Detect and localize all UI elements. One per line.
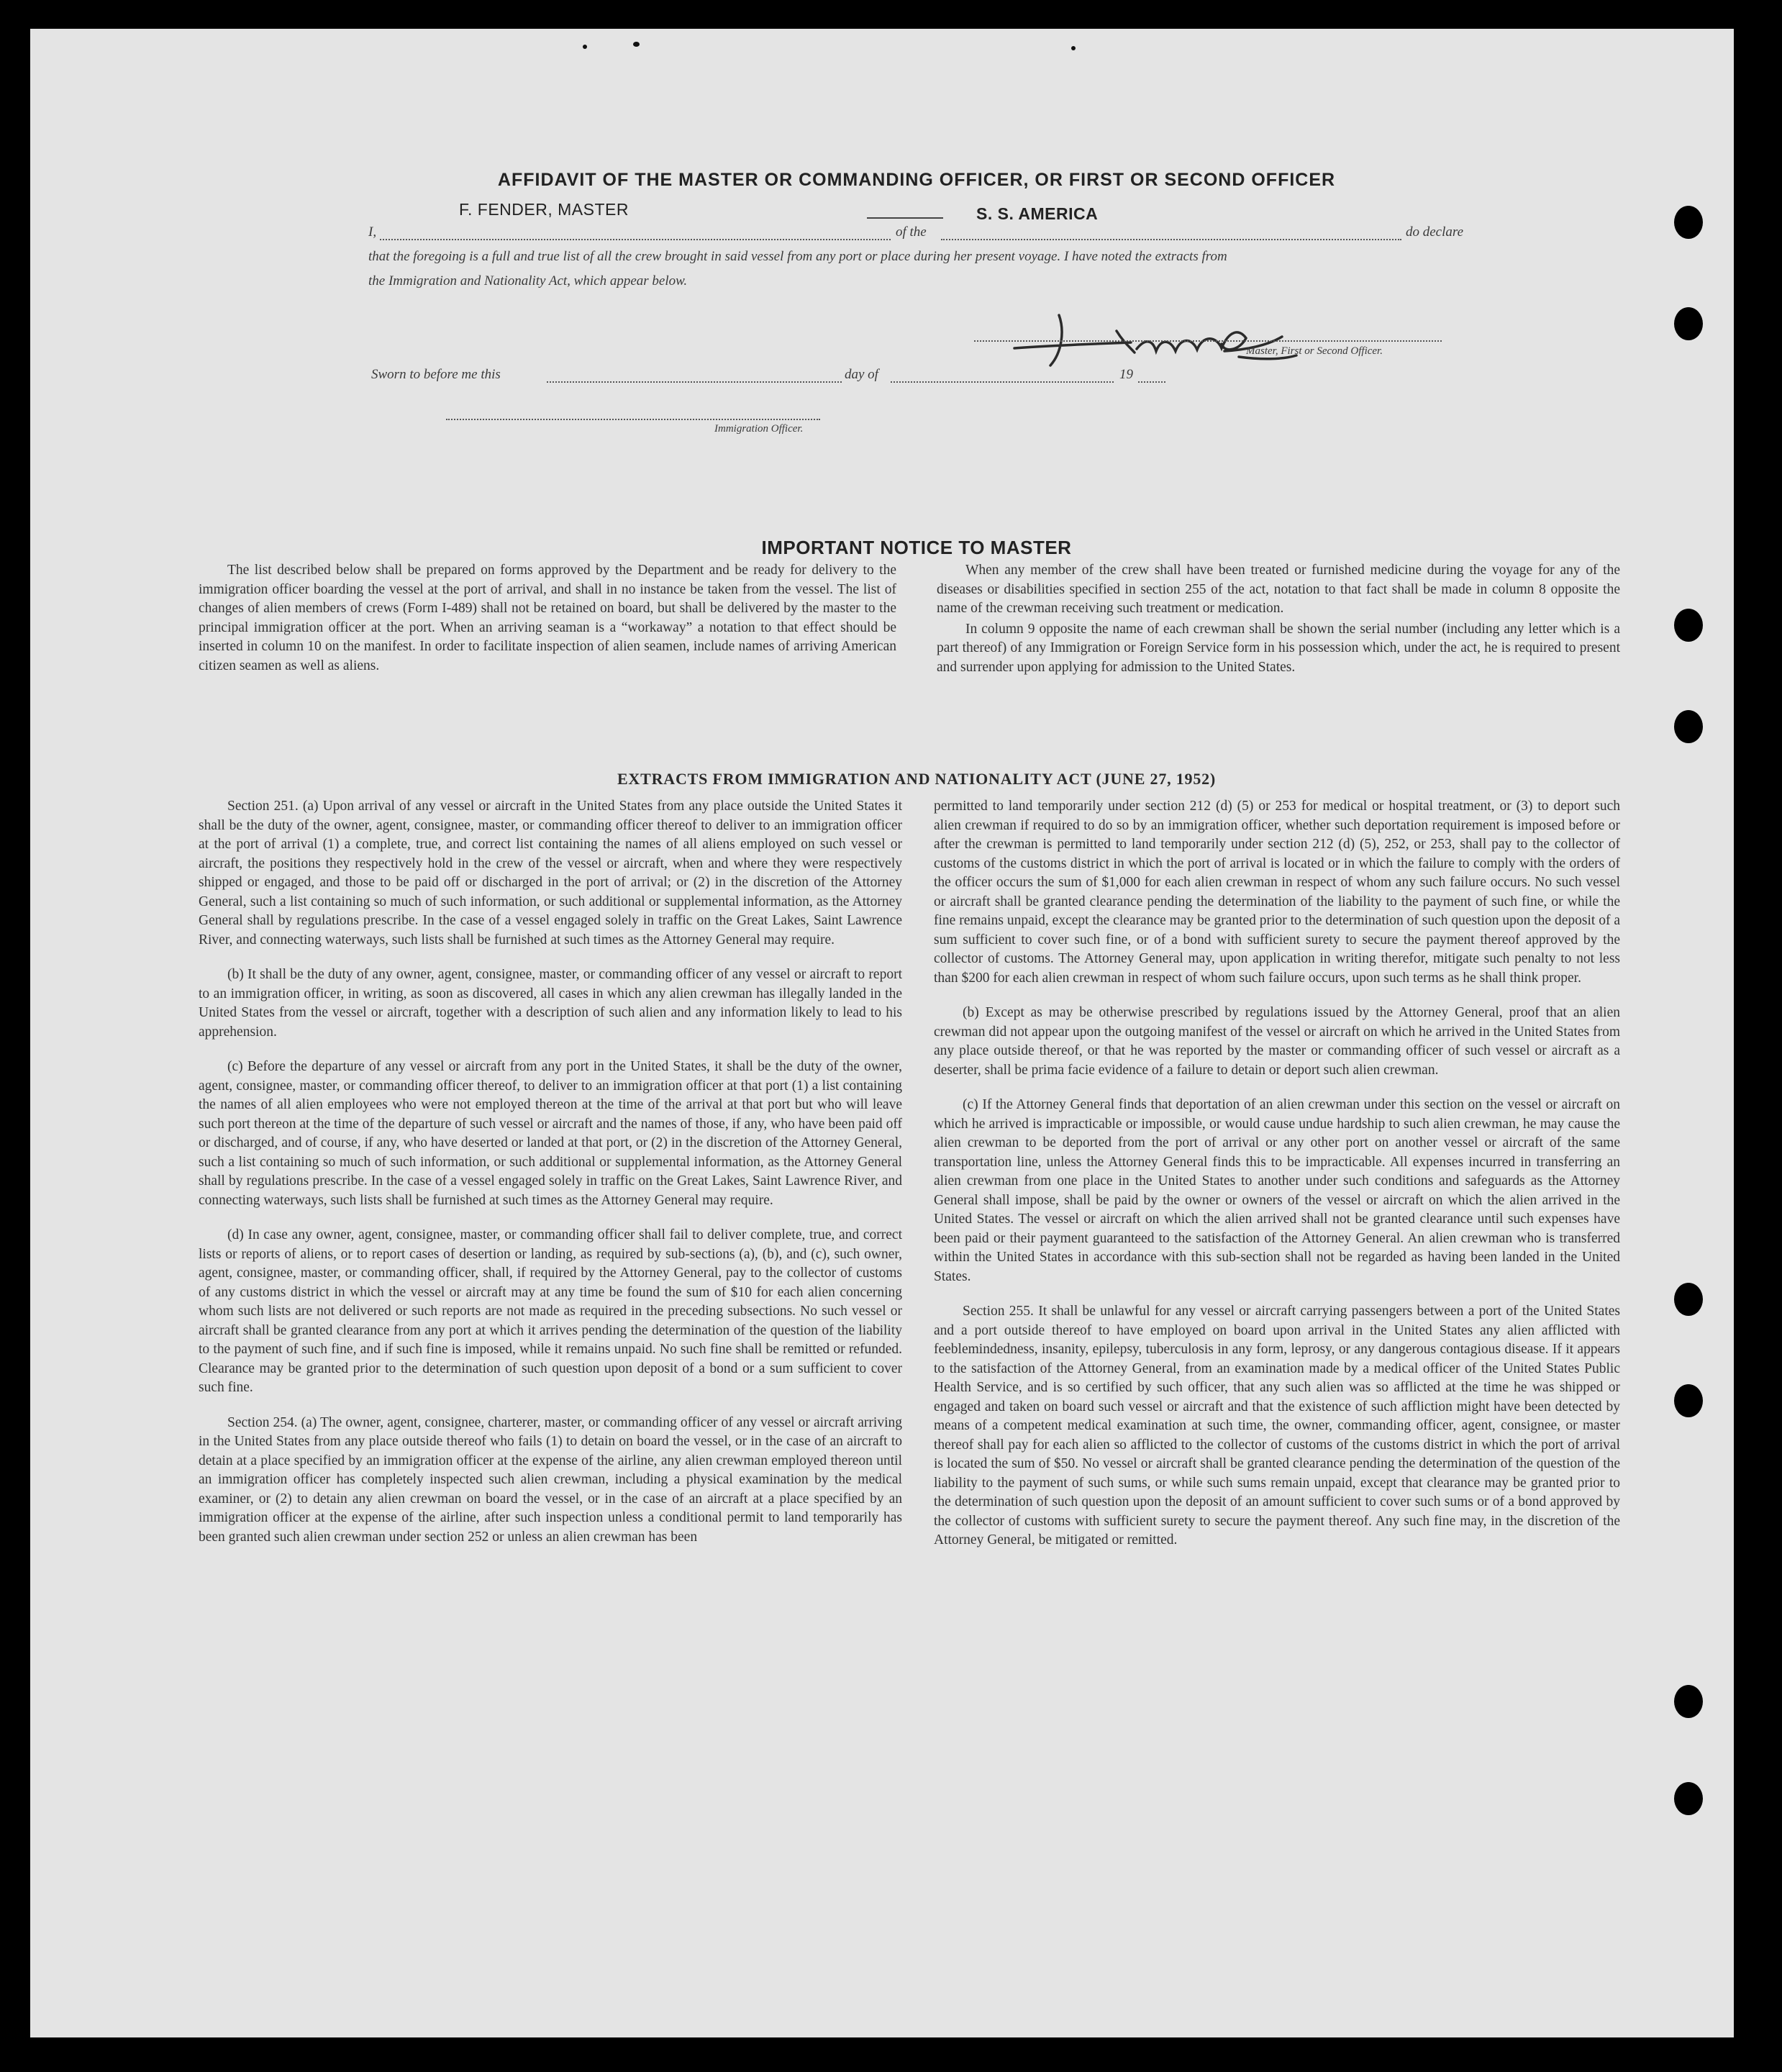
section-254-a-cont: permitted to land temporarily under section 212 (d) (5) or 253 for medical or hospital treatment, or (3) to deport such alien crewman if required to do so by an immigration officer, whether such deportation requirement is imposed before or after the crewman is permitted to land temporarily under section 212 (d) (5), 252, or 253, shall pay to the collector of customs of the customs district in which the port of arrival is located or in which the failure to comply with the orders of the officer occurs the sum of $1,000 for each alien crewman in respect of whom any such failure occurs. No such vessel or aircraft shall be granted clearance pending the determination of the liability to the payment of such fine, or while the fine remains unpaid, except the clearance may be granted prior to the determination of such question upon the deposit of a sum sufficient to cover such fine, or of a bond with sufficient surety to secure the payment thereof approved by the collector of customs. The Attorney General may, upon application in writing therefor, mitigate such penalty to not less than $200 for each alien crewman in respect of whom such failure occurs, upon such terms as he shall think proper. — [934, 799, 1620, 986]
year-prefix: 19 — [1119, 367, 1133, 382]
master-name-value: F. FENDER, MASTER — [459, 200, 629, 219]
officer-caption: Immigration Officer. — [714, 423, 804, 435]
scan-speck — [583, 45, 587, 49]
document-page — [30, 29, 1734, 2037]
extracts-right-column — [934, 797, 1620, 1566]
do-declare-label: do declare — [1406, 224, 1464, 240]
punch-hole — [1674, 1685, 1703, 1718]
master-signature — [1009, 309, 1354, 374]
officer-signature-line — [446, 419, 820, 420]
notice-right-paragraph-1: When any member of the crew shall have been treated or furnished medicine during the voyage for any of the diseases or disabilities specified in section 255 of the act, notation to that fact shall be made in column 8 opposite the name of the crewman receiving such treatment or medication. — [937, 563, 1620, 616]
signature-line — [974, 340, 1442, 342]
section-254-a: Section 254. (a) The owner, agent, consignee, charterer, master, or commanding officer of any vessel or aircraft arriving in the United States from any place outside thereof who fails (1) to detain on board the vessel, or in the case of an aircraft to detain at a place specified by an immigration officer at the expense of the airline, any alien crewman employed thereon until an immigration officer has completely inspected such alien crewman, including a physical examination by the medical examiner, or (2) to detain any alien crewman on board the vessel, or in the case of an aircraft at a place specified by an immigration officer at the expense of the airline, after such inspection unless a conditional permit to land temporarily has been granted such alien crewman under section 252 or unless an alien crewman has been — [199, 1414, 902, 1545]
title-divider — [867, 217, 943, 219]
notice-left-paragraph: The list described below shall be prepared on forms approved by the Department and be ready for delivery to the immigration officer boarding the vessel at the port of arrival, and shall in no instance be taken from the vessel. The list of changes of alien members of crews (Form I-489) shall not be retained on board, but shall be delivered by the master to the principal immigration officer at the port. When an arriving seaman is a “workaway” a notation to that effect should be inserted in column 10 on the manifest. In order to facilitate inspection of alien seamen, include names of arriving American citizen seamen as well as aliens. — [199, 563, 896, 673]
punch-hole — [1674, 1283, 1703, 1316]
scan-speck — [633, 42, 640, 47]
name-line — [380, 239, 891, 240]
section-254-c: (c) If the Attorney General finds that deportation of an alien crewman under this section on the vessel or aircraft on which he arrived is impracticable or impossible, or would cause undue hardship to such alien crewman, he may cause the alien crewman to be deported from the port of arrival or any other port on another vessel or aircraft of the same transportation line, unless the Attorney General finds this to be impracticable. All expenses incurred in transferring an alien crewman from one place in the United States to another under such conditions and safeguards as the Attorney General shall impose, shall be paid by the owner or owners of the vessel or aircraft on which the alien arrived in the United States. The vessel or aircraft on which the alien arrived shall not be granted clearance until such expenses have been paid or their payment guaranteed to the satisfaction of the Attorney General. An alien crewman who is transferred within the United States in accordance with this sub-section shall not be regarded as having been landed in the United States. — [934, 1097, 1620, 1284]
punch-hole — [1674, 1384, 1703, 1417]
notice-right-column — [937, 561, 1620, 693]
punch-hole — [1674, 609, 1703, 642]
notice-title: IMPORTANT NOTICE TO MASTER — [761, 537, 1072, 558]
of-the-label: of the — [896, 224, 927, 240]
section-251-b: (b) It shall be the duty of any owner, agent, consignee, master, or commanding officer of any vessel or aircraft to report to an immigration officer, in writing, as soon as discovered, all cases in which any alien crewman has illegally landed in the United States from the vessel or aircraft, together with a description of such alien and any information likely to lead to his apprehension. — [199, 967, 902, 1040]
section-251-a: Section 251. (a) Upon arrival of any vessel or aircraft in the United States from any place outside the United States it shall be the duty of the owner, agent, consignee, master, or commanding officer thereof to deliver to an immigration officer at the port of arrival (1) a complete, true, and correct list containing the names of all aliens employed on such vessel or aircraft, the positions they respectively hold in the crew of the vessel or aircraft, when and where they were respectively shipped or engaged, and those to be paid off or discharged in the port of arrival; or (2) in the discretion of the Attorney General, such a list containing so much of such information, or such additional or supplemental information, as the Attorney General shall by regulations prescribe. In the case of a vessel engaged solely in traffic on the Great Lakes, Saint Lawrence River, and connecting waterways, such lists shall be furnished at such times as the Attorney General may require. — [199, 799, 902, 948]
sworn-label: Sworn to before me this — [371, 367, 501, 382]
punch-hole — [1674, 206, 1703, 239]
section-251-c: (c) Before the departure of any vessel or aircraft from any port in the United States, it shall be the duty of the owner, agent, consignee, master, or commanding officer thereof, to deliver to an immigration officer at that port (1) a list containing the names of all alien employees who were not employed thereon at the time of the arrival at that port but who will leave such port thereon at the time of the departure of such vessel or aircraft and the names of those, if any, who have been paid off or discharged, and of course, if any, who have deserted or landed at that port, or (2) in the discretion of the Attorney General, such a list containing so much of such information, or such additional or supplemental information, as the Attorney General shall by regulations prescribe. In the case of a vessel engaged solely in traffic on the Great Lakes, Saint Lawrence River, and connecting waterways, such lists shall be furnished at such times as the Attorney General may require. — [199, 1059, 902, 1208]
declaration-line-1: that the foregoing is a full and true list of all the crew brought in said vessel from any port or place during her present voyage. I have noted the extracts from — [368, 249, 1227, 264]
prefix-i: I, — [368, 224, 377, 240]
sworn-day-line — [547, 381, 842, 383]
vessel-line — [941, 239, 1401, 240]
notice-right-paragraph-2: In column 9 opposite the name of each crewman shall be shown the serial number (including any letter which is a part thereof) of any Immigration or Foreign Service form in his possession which, under the act, he is required to present and surrender upon applying for admission to the United States. — [937, 621, 1620, 675]
day-of-label: day of — [845, 367, 878, 382]
scan-speck — [1071, 46, 1076, 50]
affidavit-title: AFFIDAVIT OF THE MASTER OR COMMANDING OFFICER, OR FIRST OR SECOND OFFICER — [497, 170, 1336, 190]
year-line — [1138, 381, 1165, 383]
extracts-left-column — [199, 797, 902, 1563]
signature-caption: Master, First or Second Officer. — [1246, 345, 1383, 357]
section-255: Section 255. It shall be unlawful for any vessel or aircraft carrying passengers between a port of the United States and a port outside thereof to have employed on board upon arrival in the United States any alien afflicted with feeblemindedness, insanity, epilepsy, tuberculosis in any form, leprosy, or any dangerous contagious disease. If it appears to the satisfaction of the Attorney General, from an examination made by a medical officer of the United States Public Health Service, and is so certified by such officer, that any such alien was so afflicted at the time he was shipped or engaged and taken on board such vessel or aircraft and that the existence of such affliction might have been detected by means of a competent medical examination at such time, the owner, commanding officer, agent, consignee, or master thereof shall pay for each alien so afflicted to the collector of customs of the customs district in which the port of arrival is located the sum of $50. No vessel or aircraft shall be granted clearance pending the determination of the question of the liability to the payment of such sums, or while such sums remain unpaid, except that clearance may be granted prior to the determination of such question upon the deposit of an amount sufficient to cover such sums or of a bond approved by the collector of customs with sufficient surety to secure the payment thereof. Any such fine may, in the discretion of the Attorney General, be mitigated or remitted. — [934, 1304, 1620, 1548]
vessel-name-value: S. S. AMERICA — [976, 204, 1099, 223]
section-251-d: (d) In case any owner, agent, consignee, master, or commanding officer shall fail to deliver complete, true, and correct lists or reports of aliens, or to report cases of desertion or landing, as required by sub-sections (a), (b), and (c), such owner, agent, consignee, master, or commanding officer, shall, if required by the Attorney General, pay to the collector of customs of any customs district in which the vessel or aircraft may at any time be found the sum of $10 for each alien concerning whom such lists are not delivered or such reports are not made as required in the preceding subsections. No such vessel or aircraft shall be granted clearance from any port at which it arrives pending the determination of the question of the liability to the payment of such fine, and if such fine is imposed, while it remains unpaid. No such fine shall be remitted or refunded. Clearance may be granted prior to the determination of such question upon deposit of a bond or a sum sufficient to cover such fine. — [199, 1227, 902, 1395]
extracts-title: EXTRACTS FROM IMMIGRATION AND NATIONALITY ACT (JUNE 27, 1952) — [617, 770, 1217, 788]
punch-hole — [1674, 710, 1703, 743]
punch-hole — [1674, 1782, 1703, 1815]
declaration-line-2: the Immigration and Nationality Act, which appear below. — [368, 273, 688, 288]
month-line — [891, 381, 1114, 383]
punch-hole — [1674, 307, 1703, 340]
notice-left-column — [199, 561, 896, 691]
section-254-b: (b) Except as may be otherwise prescribed by regulations issued by the Attorney General, proof that an alien crewman did not appear upon the outgoing manifest of the vessel or aircraft on which he arrived in the United States from any place outside thereof, or that he was reported by the master or commanding officer of such vessel or aircraft as a deserter, shall be prima facie evidence of a failure to detain or deport such alien crewman. — [934, 1005, 1620, 1078]
